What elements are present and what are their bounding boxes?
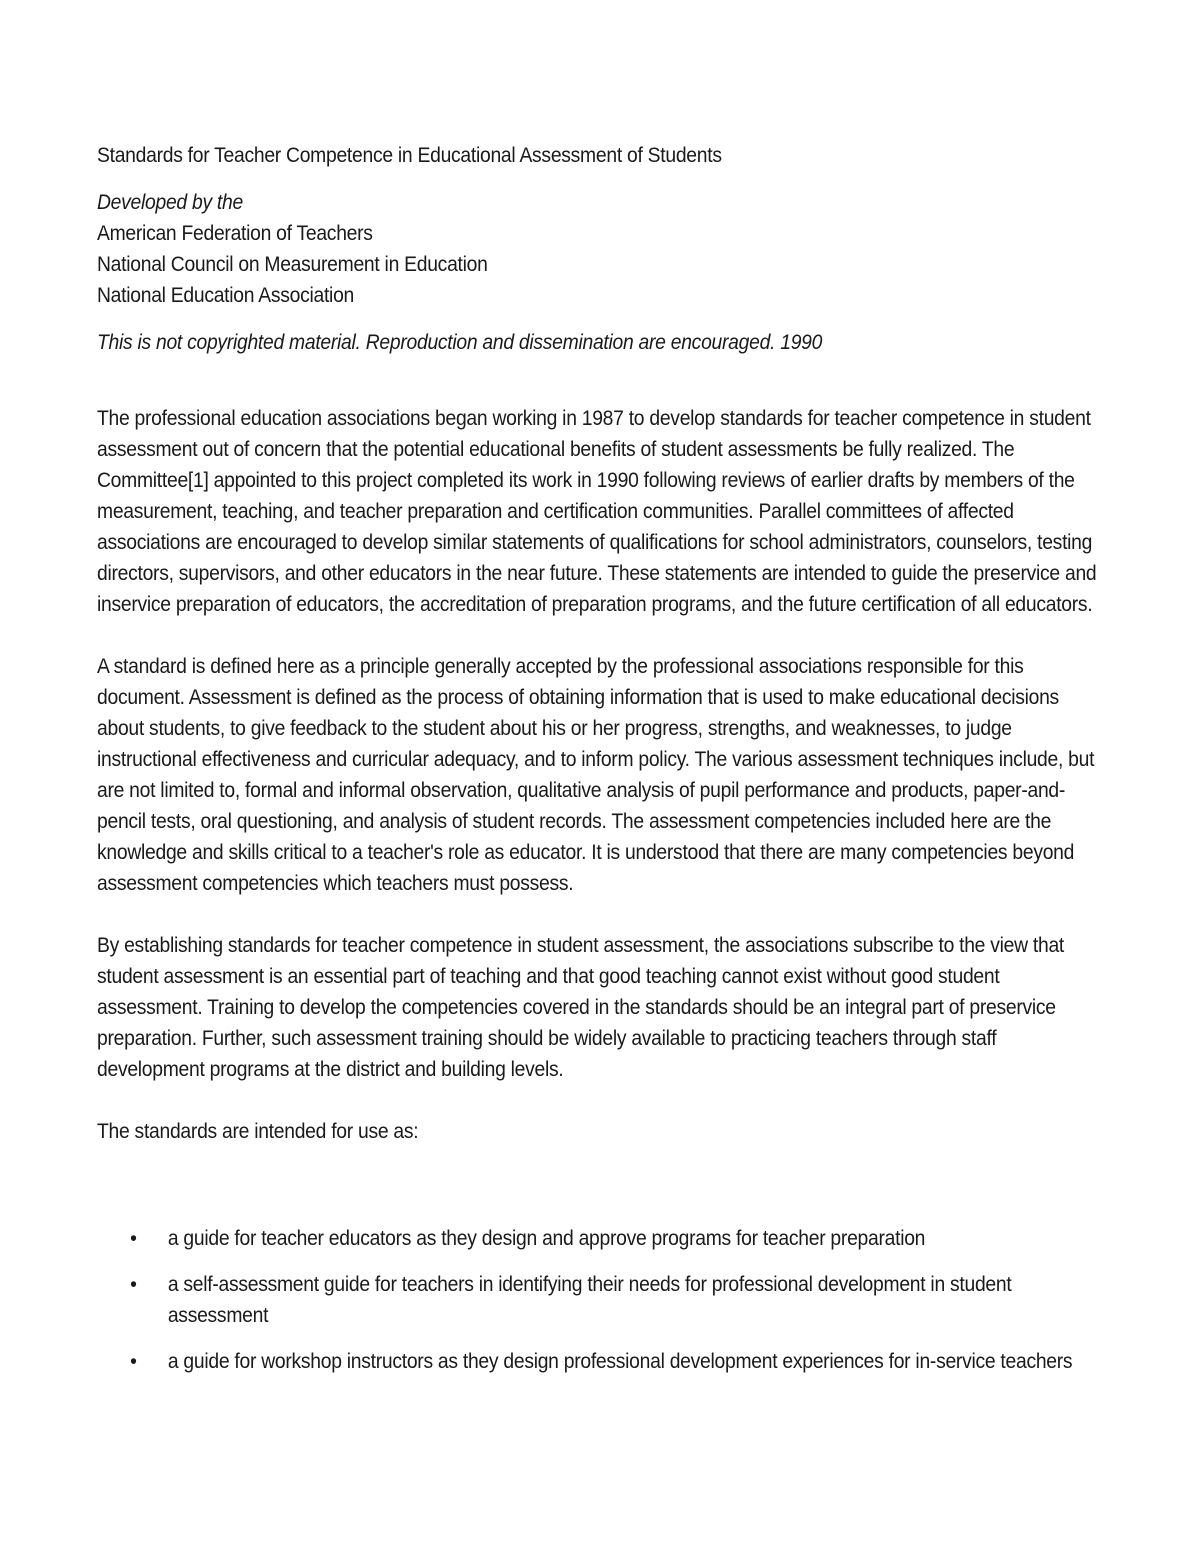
list-item-text: a guide for workshop instructors as they design professional development experiences for in-service teachers [167, 1350, 1073, 1373]
list-item [97, 1223, 1107, 1254]
developed-by-label: Developed by the [97, 191, 243, 214]
list-item [97, 1346, 1107, 1377]
copyright-notice: This is not copyrighted material. Reproduction and dissemination are encouraged. 1990 [97, 331, 823, 354]
uses-intro: The standards are intended for use as: [97, 1120, 419, 1143]
uses-list [97, 1223, 1107, 1377]
document-title: Standards for Teacher Competence in Educational Assessment of Students [97, 144, 722, 167]
paragraph-rationale: By establishing standards for teacher competence in student assessment, the associations subscribe to the view that student assessment is an essential part of teaching and that good teaching cannot exist without good student assessment. Training to develop the competencies covered in the standards should be an integral part of preservice preparation. Further, such assessment training should be widely available to practicing teachers through staff development programs at the district and building levels. [97, 934, 1065, 1081]
organization-aft: American Federation of Teachers [97, 222, 373, 245]
list-item [97, 1269, 1107, 1331]
developed-by-block [97, 187, 1107, 311]
organization-ncme: National Council on Measurement in Education [97, 253, 488, 276]
paragraph-definitions: A standard is defined here as a principle generally accepted by the professional associations responsible for this document. Assessment is defined as the process of obtaining information that is used to make educational decisions about students, to give feedback to the student about his or her progress, strengths, and weaknesses, to judge instructional effectiveness and curricular adequacy, and to inform policy. The various assessment techniques include, but are not limited to, formal and informal observation, qualitative analysis of pupil performance and products, paper-and-pencil tests, oral questioning, and analysis of student records. The assessment competencies included here are the knowledge and skills critical to a teacher's role as educator. It is understood that there are many competencies beyond assessment competencies which teachers must possess. [97, 655, 1095, 895]
bullet-icon: • [130, 1273, 137, 1296]
list-item-text: a guide for teacher educators as they design and approve programs for teacher preparation [167, 1227, 926, 1250]
organization-nea: National Education Association [97, 284, 355, 307]
document-page [97, 140, 1107, 1392]
bullet-icon: • [130, 1227, 137, 1250]
bullet-icon: • [130, 1350, 137, 1373]
paragraph-background: The professional education associations began working in 1987 to develop standards for teacher competence in student assessment out of concern that the potential educational benefits of student assessments be fully realized. The Committee[1] appointed to this project completed its work in 1990 following reviews of earlier drafts by members of the measurement, teaching, and teacher preparation and certification communities. Parallel committees of affected associations are encouraged to develop similar statements of qualifications for school administrators, counselors, testing directors, supervisors, and other educators in the near future. These statements are intended to guide the preservice and inservice preparation of educators, the accreditation of preparation programs, and the future certification of all educators. [97, 407, 1097, 616]
list-item-text: a self-assessment guide for teachers in identifying their needs for professional development in student assessment [167, 1273, 1012, 1327]
